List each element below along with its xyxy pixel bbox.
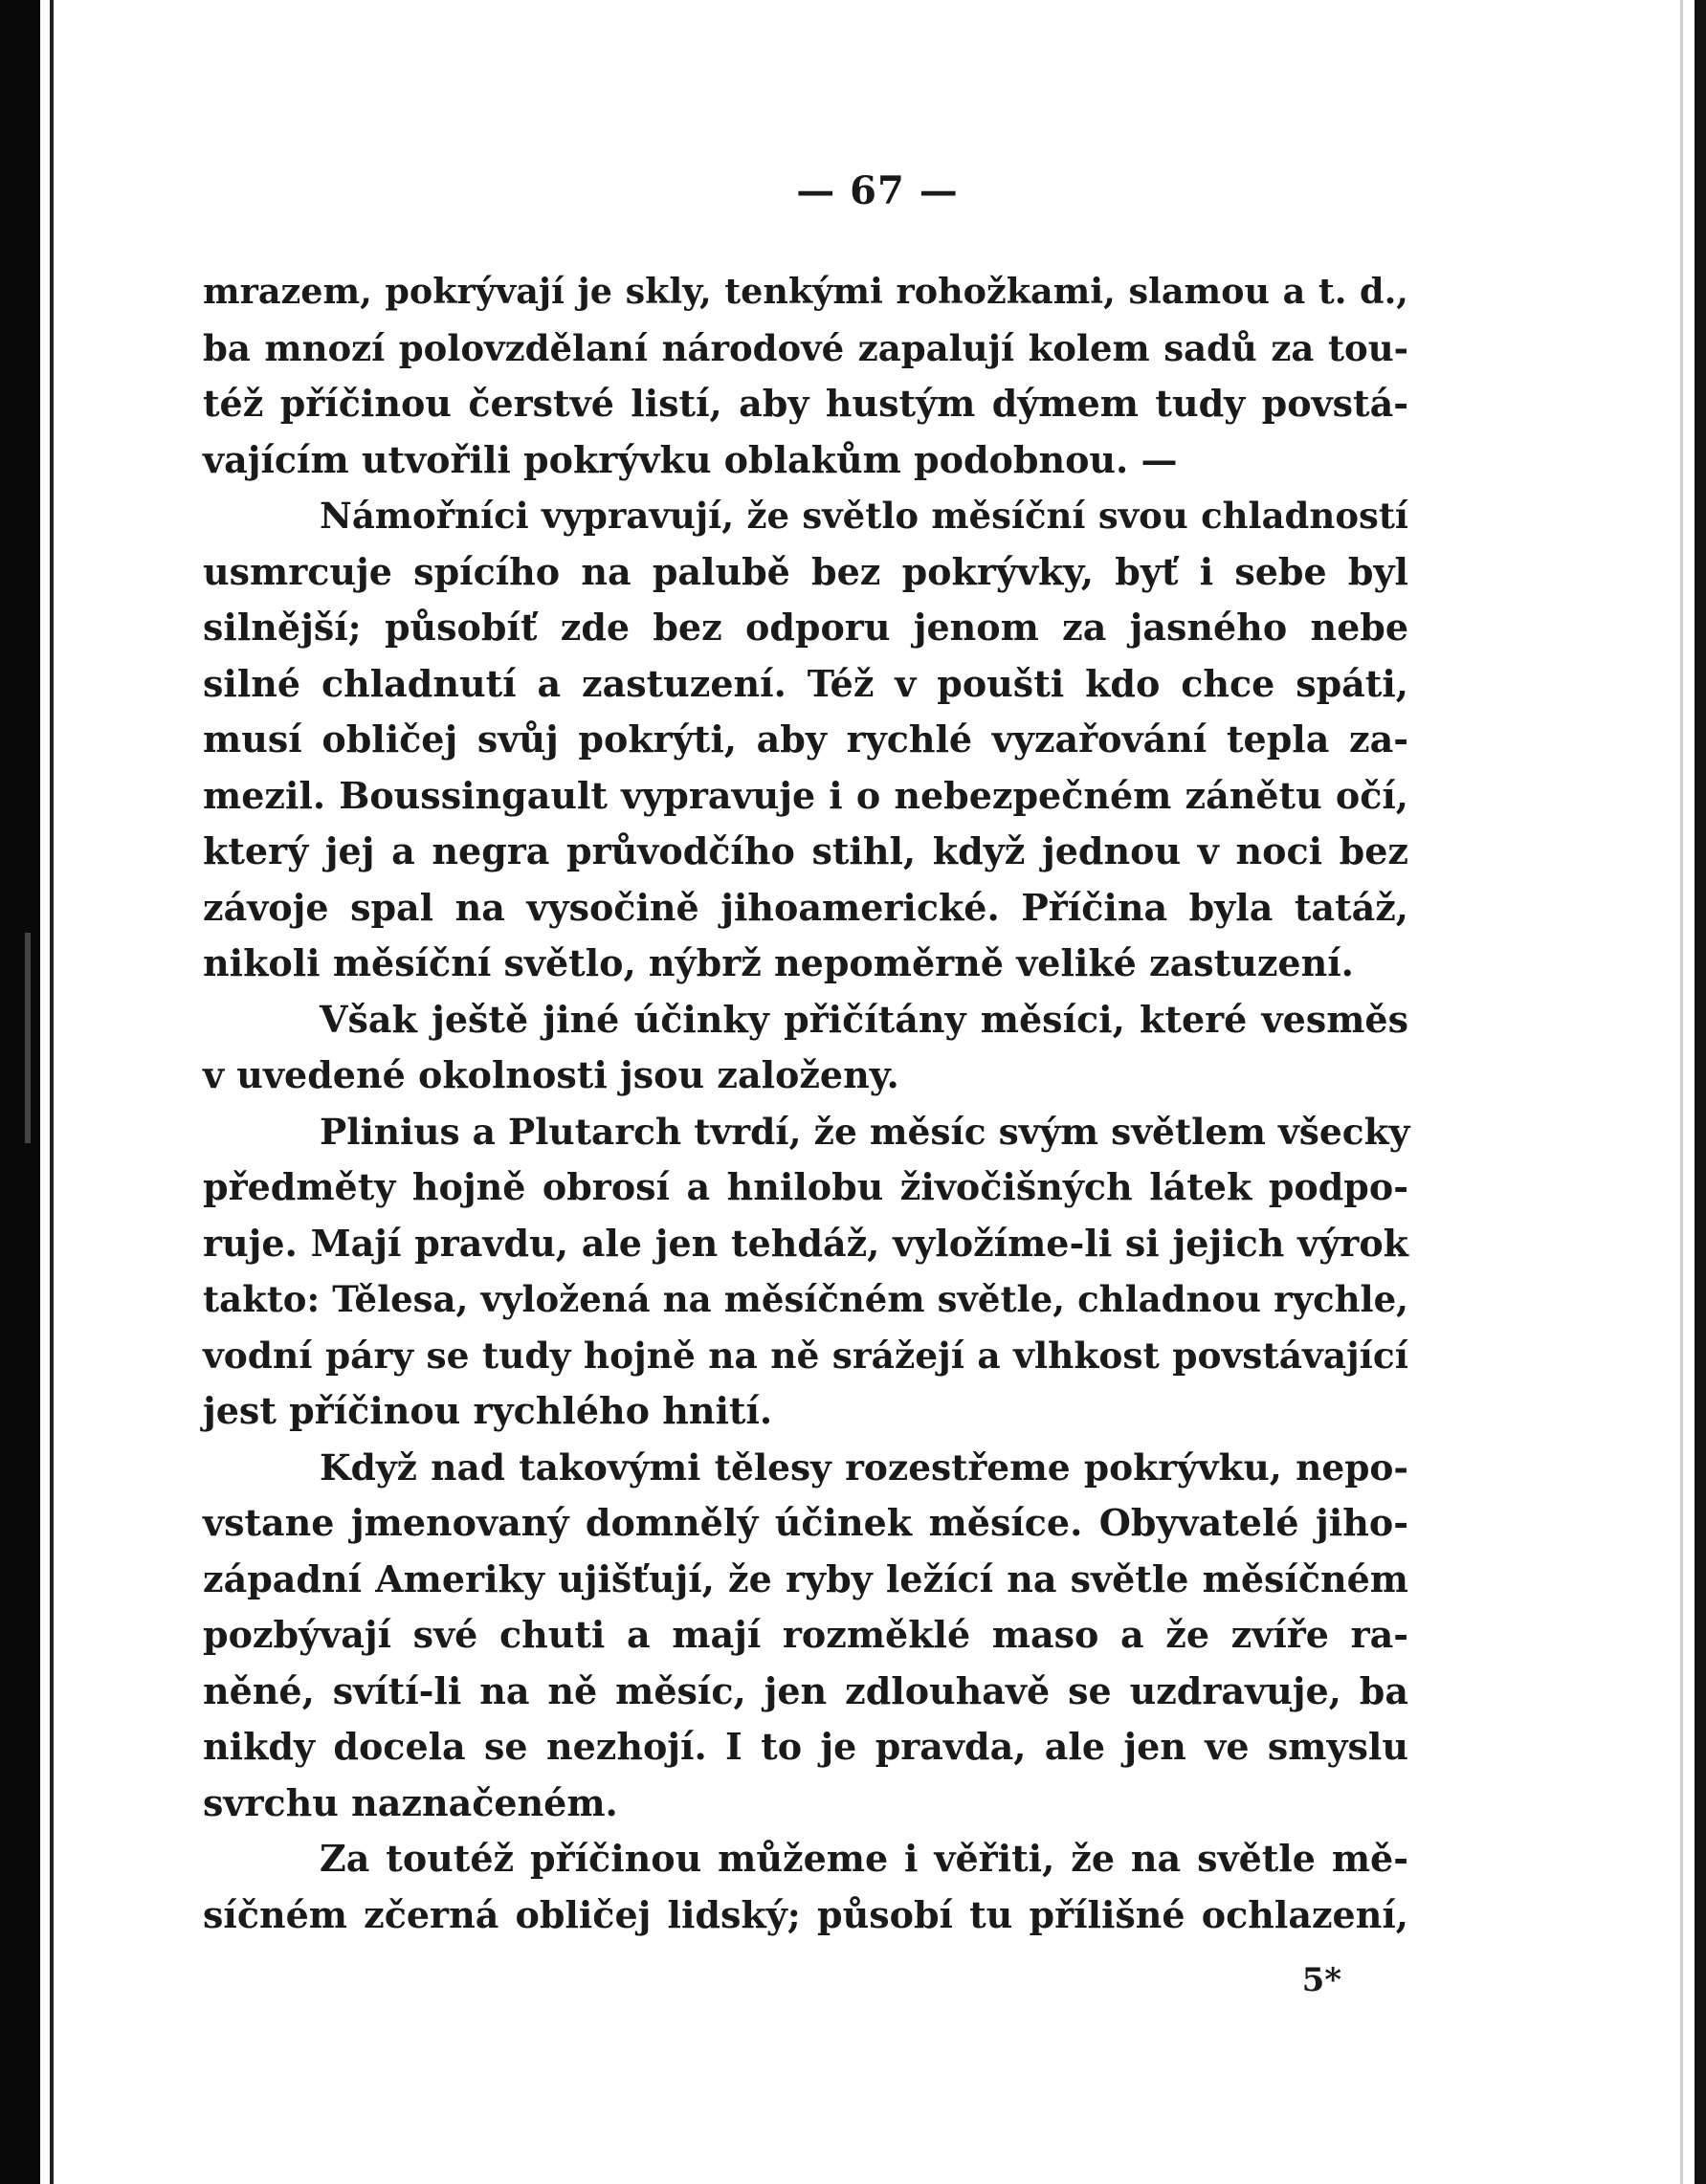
scan-edge-right (1695, 0, 1706, 2184)
text-line: silnější; působíť zde bez odporu jenom za jasného nebe (203, 606, 1408, 649)
page-edge-right (1680, 0, 1683, 2184)
text-line: ba mnozí polovzdělaní národové zapalují kolem sadů za tou- (203, 326, 1408, 369)
text-line: jest příčinou rychlého hnití. (203, 1389, 773, 1432)
text-line: který jej a negra průvodčího stihl, když jednou v noci bez (203, 829, 1408, 872)
text-line: silné chladnutí a zastuzení. Též v poušti kdo chce spáti, (203, 661, 1408, 705)
text-line: vodní páry se tudy hojně na ně srážejí a vlhkost povstávající (203, 1334, 1408, 1377)
text-line: ruje. Mají pravdu, ale jen tehdáž, vyložíme-li si jejich výrok (203, 1221, 1408, 1265)
scan-edge-left (0, 0, 40, 2184)
text-line: Plinius a Plutarch tvrdí, že měsíc svým světlem všecky (320, 1110, 1410, 1153)
text-line: síčném zčerná obličej lidský; působí tu přílišné ochlazení, (203, 1892, 1408, 1936)
text-line: nikdy docela se nezhojí. I to je pravda, ale jen ve smyslu (203, 1725, 1408, 1768)
text-line: usmrcuje spícího na palubě bez pokrývky, byť i sebe byl (203, 549, 1408, 593)
text-line: předměty hojně obrosí a hnilobu živočišných látek podpo- (203, 1165, 1408, 1208)
text-line: v uvedené okolnosti jsou založeny. (203, 1053, 899, 1096)
body-text (203, 264, 1408, 1943)
page-content (203, 153, 1408, 2004)
text-line: Námořníci vypravují, že světlo měsíční svou chladností (320, 495, 1408, 537)
text-line: mrazem, pokrývají je skly, tenkými rohožkami, slamou a t. d., (203, 271, 1408, 312)
text-line: vstane jmenovaný domnělý účinek měsíce. Obyvatelé jiho- (203, 1501, 1408, 1544)
text-line: musí obličej svůj pokrýti, aby rychlé vyzařování tepla za- (203, 717, 1408, 761)
signature-mark: 5* (1301, 1961, 1341, 1999)
text-line: vajícím utvořili pokrývku oblakům podobnou. — (203, 437, 1178, 481)
text-line: pozbývají své chuti a mají rozměklé maso a že zvíře ra- (203, 1613, 1408, 1656)
binding-line (50, 0, 54, 2184)
text-line: Když nad takovými tělesy rozestřeme pokrývku, nepo- (320, 1445, 1408, 1489)
text-line: západní Ameriky ujišťují, že ryby ležící na světle měsíčném (203, 1556, 1408, 1600)
text-line: závoje spal na vysočině jihoamerické. Příčina byla tatáž, (203, 885, 1408, 929)
text-line: nikoli měsíční světlo, nýbrž nepoměrně veliké zastuzení. (203, 941, 1354, 984)
text-line: Však ještě jiné účinky přičítány měsíci, které vesměs (320, 997, 1408, 1041)
text-line: též příčinou čerstvé listí, aby hustým dýmem tudy povstá- (203, 382, 1408, 425)
text-line: mezil. Boussingault vypravuje i o nebezpečném zánětu očí, (203, 773, 1408, 817)
text-line: něné, svítí-li na ně měsíc, jen zdlouhavě se uzdravuje, ba (203, 1668, 1408, 1712)
text-line: svrchu naznačeném. (203, 1780, 618, 1824)
text-line: takto: Tělesa, vyložená na měsíčném světle, chladnou rychle, (203, 1278, 1408, 1320)
text-line: Za toutéž příčinou můžeme i věřiti, že na světle mě- (320, 1837, 1408, 1880)
binding-mark (25, 933, 31, 1143)
page-number: — 67 — (796, 168, 959, 213)
